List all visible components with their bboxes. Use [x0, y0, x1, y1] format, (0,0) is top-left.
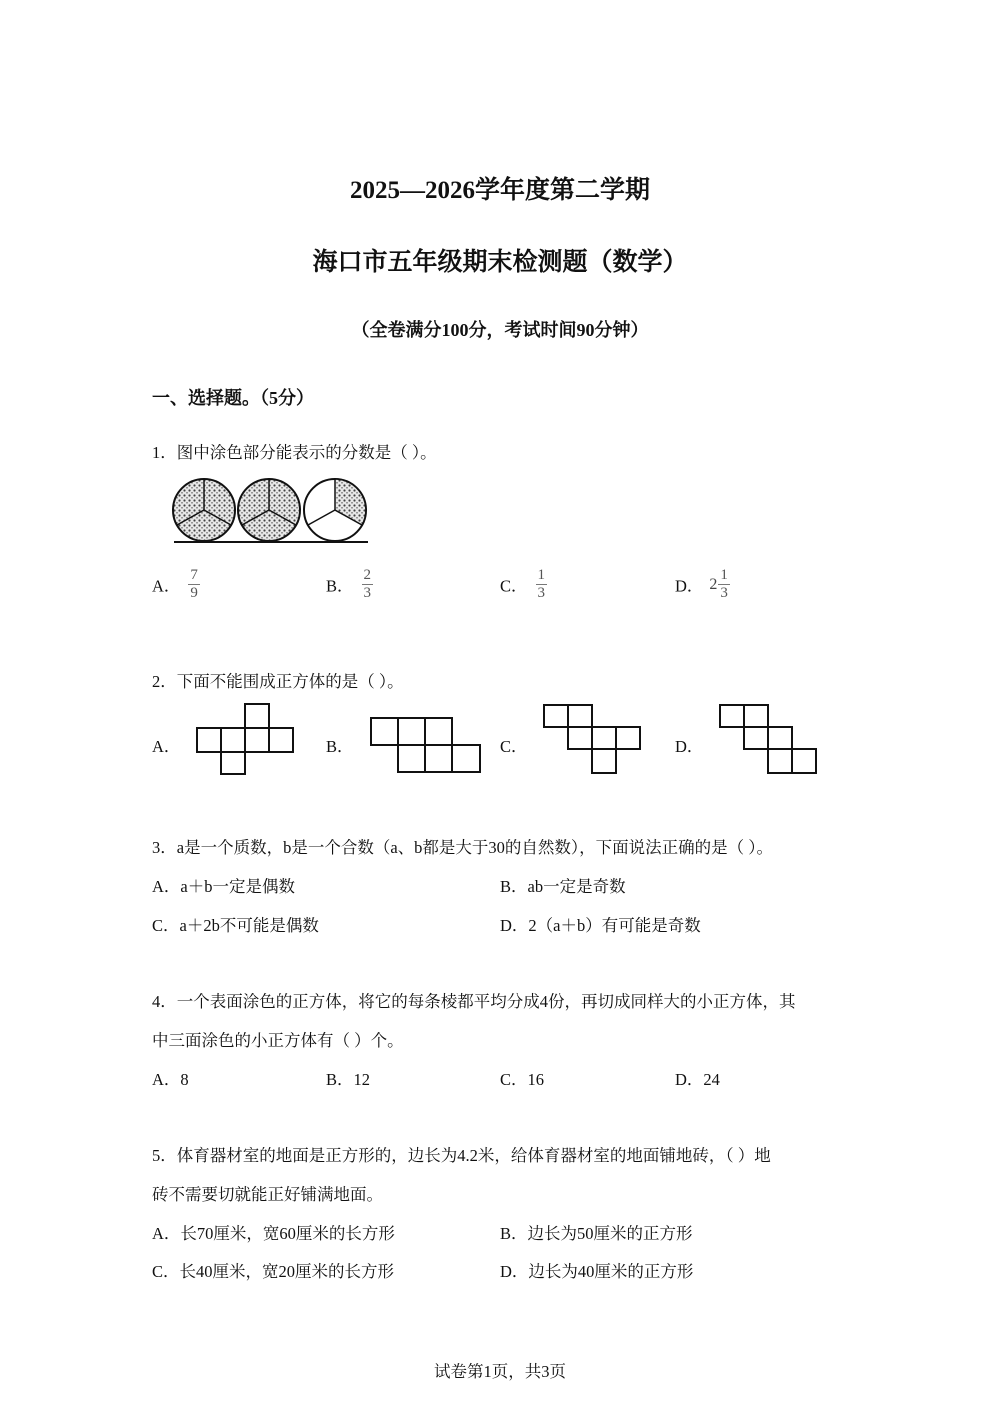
q1-option-d[interactable]: D． 2 $\frac{1}{3}$ [675, 567, 728, 601]
q1-option-a[interactable]: A． $\frac{7}{9}$ [152, 567, 198, 601]
q1-option-b[interactable]: B． $\frac{2}{3}$ [326, 567, 372, 601]
q5-option-b[interactable]: B．边长为50厘米的正方形 [500, 1224, 693, 1243]
q2-net-c [543, 703, 643, 775]
q2-option-b[interactable]: B． [326, 737, 354, 756]
question-4-text-line2: 中三面涂色的小正方体有（ ）个。 [152, 1031, 404, 1050]
q2-option-a[interactable]: A． [152, 737, 181, 756]
exam-subtitle: （全卷满分100分，考试时间90分钟） [351, 320, 649, 340]
exam-title-line1: 2025—2026学年度第二学期 [349, 177, 650, 204]
question-1-text: 1．图中涂色部分能表示的分数是（ ）。 [152, 443, 437, 462]
q2-net-b [370, 716, 485, 776]
q4-option-c[interactable]: C．16 [500, 1070, 545, 1089]
q3-option-c[interactable]: C．a＋2b不可能是偶数 [152, 916, 319, 935]
q2-net-d [719, 703, 819, 775]
q1-circle-1 [173, 479, 235, 541]
q4-option-b[interactable]: B．12 [326, 1070, 371, 1089]
question-2-text: 2．下面不能围成正方体的是（ ）。 [152, 672, 404, 691]
section-heading: 一、选择题。（5分） [152, 388, 314, 408]
q3-option-b[interactable]: B．ab一定是奇数 [500, 877, 626, 896]
q5-option-c[interactable]: C．长40厘米，宽20厘米的长方形 [152, 1262, 395, 1281]
q2-net-a [196, 702, 296, 776]
q3-option-d[interactable]: D．2（a＋b）有可能是奇数 [500, 916, 701, 935]
q4-option-a[interactable]: A．8 [152, 1070, 189, 1089]
q4-option-d[interactable]: D．24 [675, 1070, 720, 1089]
q5-option-d[interactable]: D．边长为40厘米的正方形 [500, 1262, 694, 1281]
question-4-text-line1: 4．一个表面涂色的正方体，将它的每条棱都平均分成4份，再切成同样大的小正方体，其 [152, 992, 796, 1011]
q1-option-c[interactable]: C． $\frac{1}{3}$ [500, 567, 546, 601]
q2-option-c[interactable]: C． [500, 737, 528, 756]
q2-option-d[interactable]: D． [675, 737, 704, 756]
q5-option-a[interactable]: A．长70厘米，宽60厘米的长方形 [152, 1224, 395, 1243]
exam-title-line2: 海口市五年级期末检测题（数学） [312, 249, 688, 276]
question-3-text: 3．a是一个质数，b是一个合数（a、b都是大于30的自然数），下面说法正确的是（ ）。 [152, 838, 774, 857]
q1-figure-circles [168, 474, 373, 549]
question-5-text-line1: 5．体育器材室的地面是正方形的，边长为4.2米，给体育器材室的地面铺地砖，（ ）地 [152, 1146, 771, 1165]
q3-option-a[interactable]: A．a＋b一定是偶数 [152, 877, 295, 896]
page-footer: 试卷第1页，共3页 [434, 1362, 566, 1381]
q1-circle-2 [238, 479, 300, 541]
q1-circle-3 [304, 479, 366, 541]
question-5-text-line2: 砖不需要切就能正好铺满地面。 [152, 1185, 383, 1204]
